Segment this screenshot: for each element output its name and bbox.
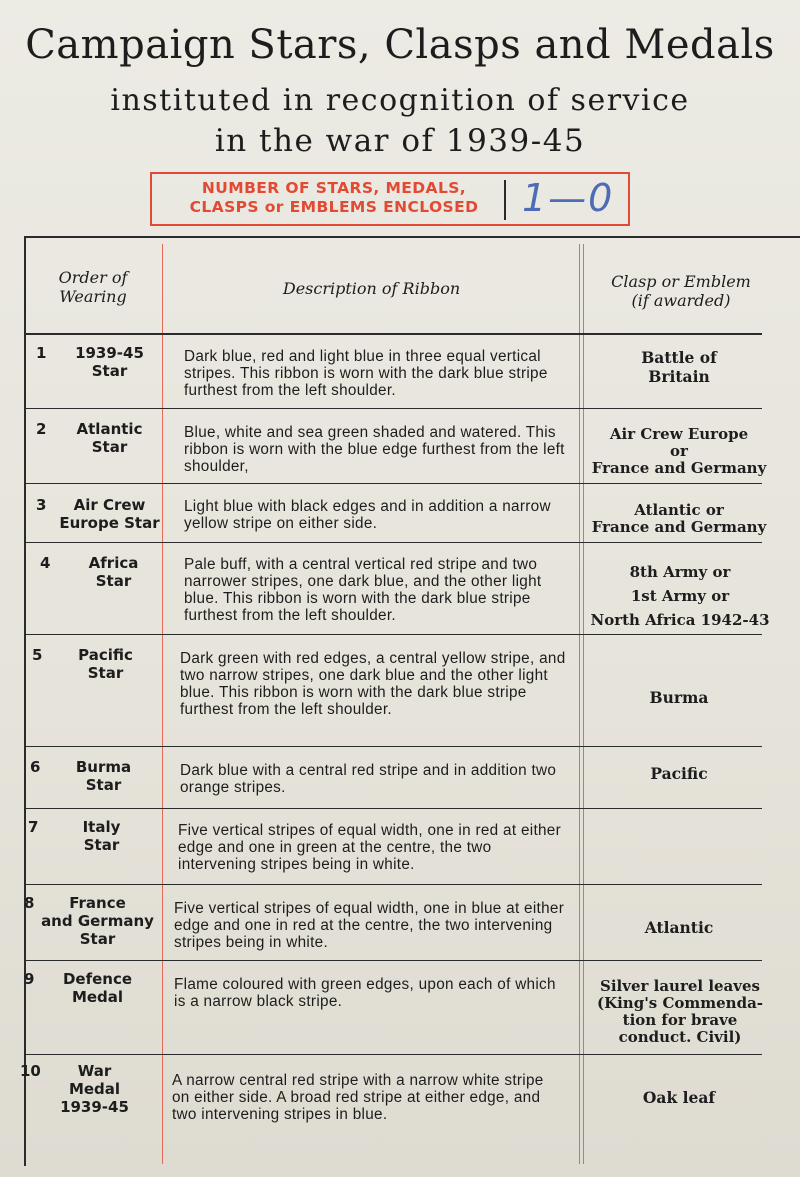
table-row-emblem: Silver laurel leaves (King's Commenda- tion for brave conduct. Civil)	[596, 977, 764, 1046]
row-number: 9	[24, 970, 35, 988]
row-medal-name: Pacific Star	[78, 646, 133, 682]
count-divider	[504, 180, 506, 220]
row-medal-name: Burma Star	[75, 758, 132, 794]
row-rule	[26, 408, 762, 409]
table-left-border	[24, 236, 26, 1166]
table-row-description: Pale buff, with a central vertical red stripe and two narrower stripes, one dark blue, and the other light blue. This ribbon is worn with the dark blue stripe furthest from the left shoulder.	[184, 556, 542, 624]
row-medal-name: France and Germany Star	[41, 894, 154, 948]
table-row-description: Flame coloured with green edges, upon each of which is a narrow black stripe.	[174, 976, 556, 1010]
medals-table	[20, 236, 800, 1166]
table-row-description: A narrow central red stripe with a narrow white stripe on either side. A broad red stripe at either edge, and two intervening stripes in blue.	[172, 1072, 544, 1123]
subtitle-line-1: instituted in recognition of service	[110, 83, 690, 118]
subtitle-line-2: in the war of 1939-45	[214, 123, 586, 159]
enclosed-count-box	[150, 172, 630, 226]
table-row-emblem: Battle of Britain	[641, 348, 717, 386]
row-medal-name: Italy Star	[82, 818, 121, 854]
row-medal-name: 1939-45 Star	[75, 344, 144, 380]
row-medal-name: War Medal 1939-45	[60, 1062, 129, 1116]
table-row-order	[24, 970, 162, 1010]
row-number: 10	[20, 1062, 41, 1080]
table-row-description: Five vertical stripes of equal width, one in red at either edge and one in green at the centre, the two intervening stripes being in white.	[178, 822, 562, 873]
row-rule	[26, 483, 762, 484]
header-rule	[26, 333, 762, 335]
table-row-order	[40, 554, 162, 594]
row-number: 7	[28, 818, 39, 836]
row-number: 1	[36, 344, 47, 362]
table-row-emblem: Pacific	[650, 764, 708, 783]
header-order: Order of Wearing	[58, 268, 128, 306]
table-row-order	[32, 646, 162, 686]
table-row-order	[20, 1062, 162, 1122]
table-row-emblem: Atlantic	[644, 918, 714, 937]
table-row-description: Dark blue, red and light blue in three equal vertical stripes. This ribbon is worn with the dark blue stripe furthest from the left shoulder.	[184, 348, 548, 399]
table-row-emblem: Burma	[649, 688, 709, 707]
row-medal-name: Atlantic Star	[76, 420, 143, 456]
row-rule	[26, 884, 762, 885]
row-medal-name: Africa Star	[88, 554, 139, 590]
row-number: 6	[30, 758, 41, 776]
table-top-border	[24, 236, 800, 238]
table-row-emblem: Atlantic or France and Germany	[591, 501, 767, 536]
row-rule	[26, 808, 762, 809]
table-row-order	[36, 496, 162, 536]
table-row-description: Blue, white and sea green shaded and watered. This ribbon is worn with the blue edge furthest from the left shoulder,	[184, 424, 565, 475]
table-row-description: Light blue with black edges and in addition a narrow yellow stripe on either side.	[184, 498, 551, 532]
row-medal-name: Air Crew Europe Star	[59, 496, 160, 532]
table-row-order	[36, 344, 162, 404]
table-row-order	[36, 420, 162, 460]
table-row-order	[28, 818, 162, 858]
header-emblem: Clasp or Emblem (if awarded)	[611, 272, 751, 310]
column-divider-1	[162, 244, 163, 1164]
row-rule	[26, 542, 762, 543]
row-number: 2	[36, 420, 47, 438]
enclosed-count-label: NUMBER OF STARS, MEDALS, CLASPS or EMBLEMS ENCLOSED	[189, 179, 479, 216]
row-medal-name: Defence Medal	[62, 970, 133, 1006]
table-row-description: Five vertical stripes of equal width, one in blue at either edge and one in red at the centre, the two intervening stripes being in white.	[174, 900, 565, 951]
table-row-emblem: Air Crew Europe or France and Germany	[591, 425, 767, 477]
row-rule	[26, 960, 762, 961]
row-rule	[26, 634, 762, 635]
row-number: 4	[40, 554, 51, 572]
table-row-order	[24, 894, 162, 954]
page-title: Campaign Stars, Clasps and Medals	[25, 22, 775, 68]
row-number: 3	[36, 496, 47, 514]
table-row-description: Dark green with red edges, a central yellow stripe, and two narrow stripes, one dark blue and the other light blue. This ribbon is worn with the dark blue stripe furthest from the left shoulder.	[180, 650, 566, 718]
table-row-emblem: 8th Army or 1st Army or North Africa 1942-43	[590, 563, 770, 629]
row-number: 5	[32, 646, 43, 664]
table-row-emblem: Oak leaf	[642, 1088, 716, 1107]
row-number: 8	[24, 894, 35, 912]
header-description: Description of Ribbon	[282, 279, 461, 298]
table-row-order	[30, 758, 162, 798]
row-rule	[26, 1054, 762, 1055]
row-rule	[26, 746, 762, 747]
handwritten-count: 1—0	[522, 176, 615, 220]
table-row-description: Dark blue with a central red stripe and in addition two orange stripes.	[180, 762, 557, 796]
